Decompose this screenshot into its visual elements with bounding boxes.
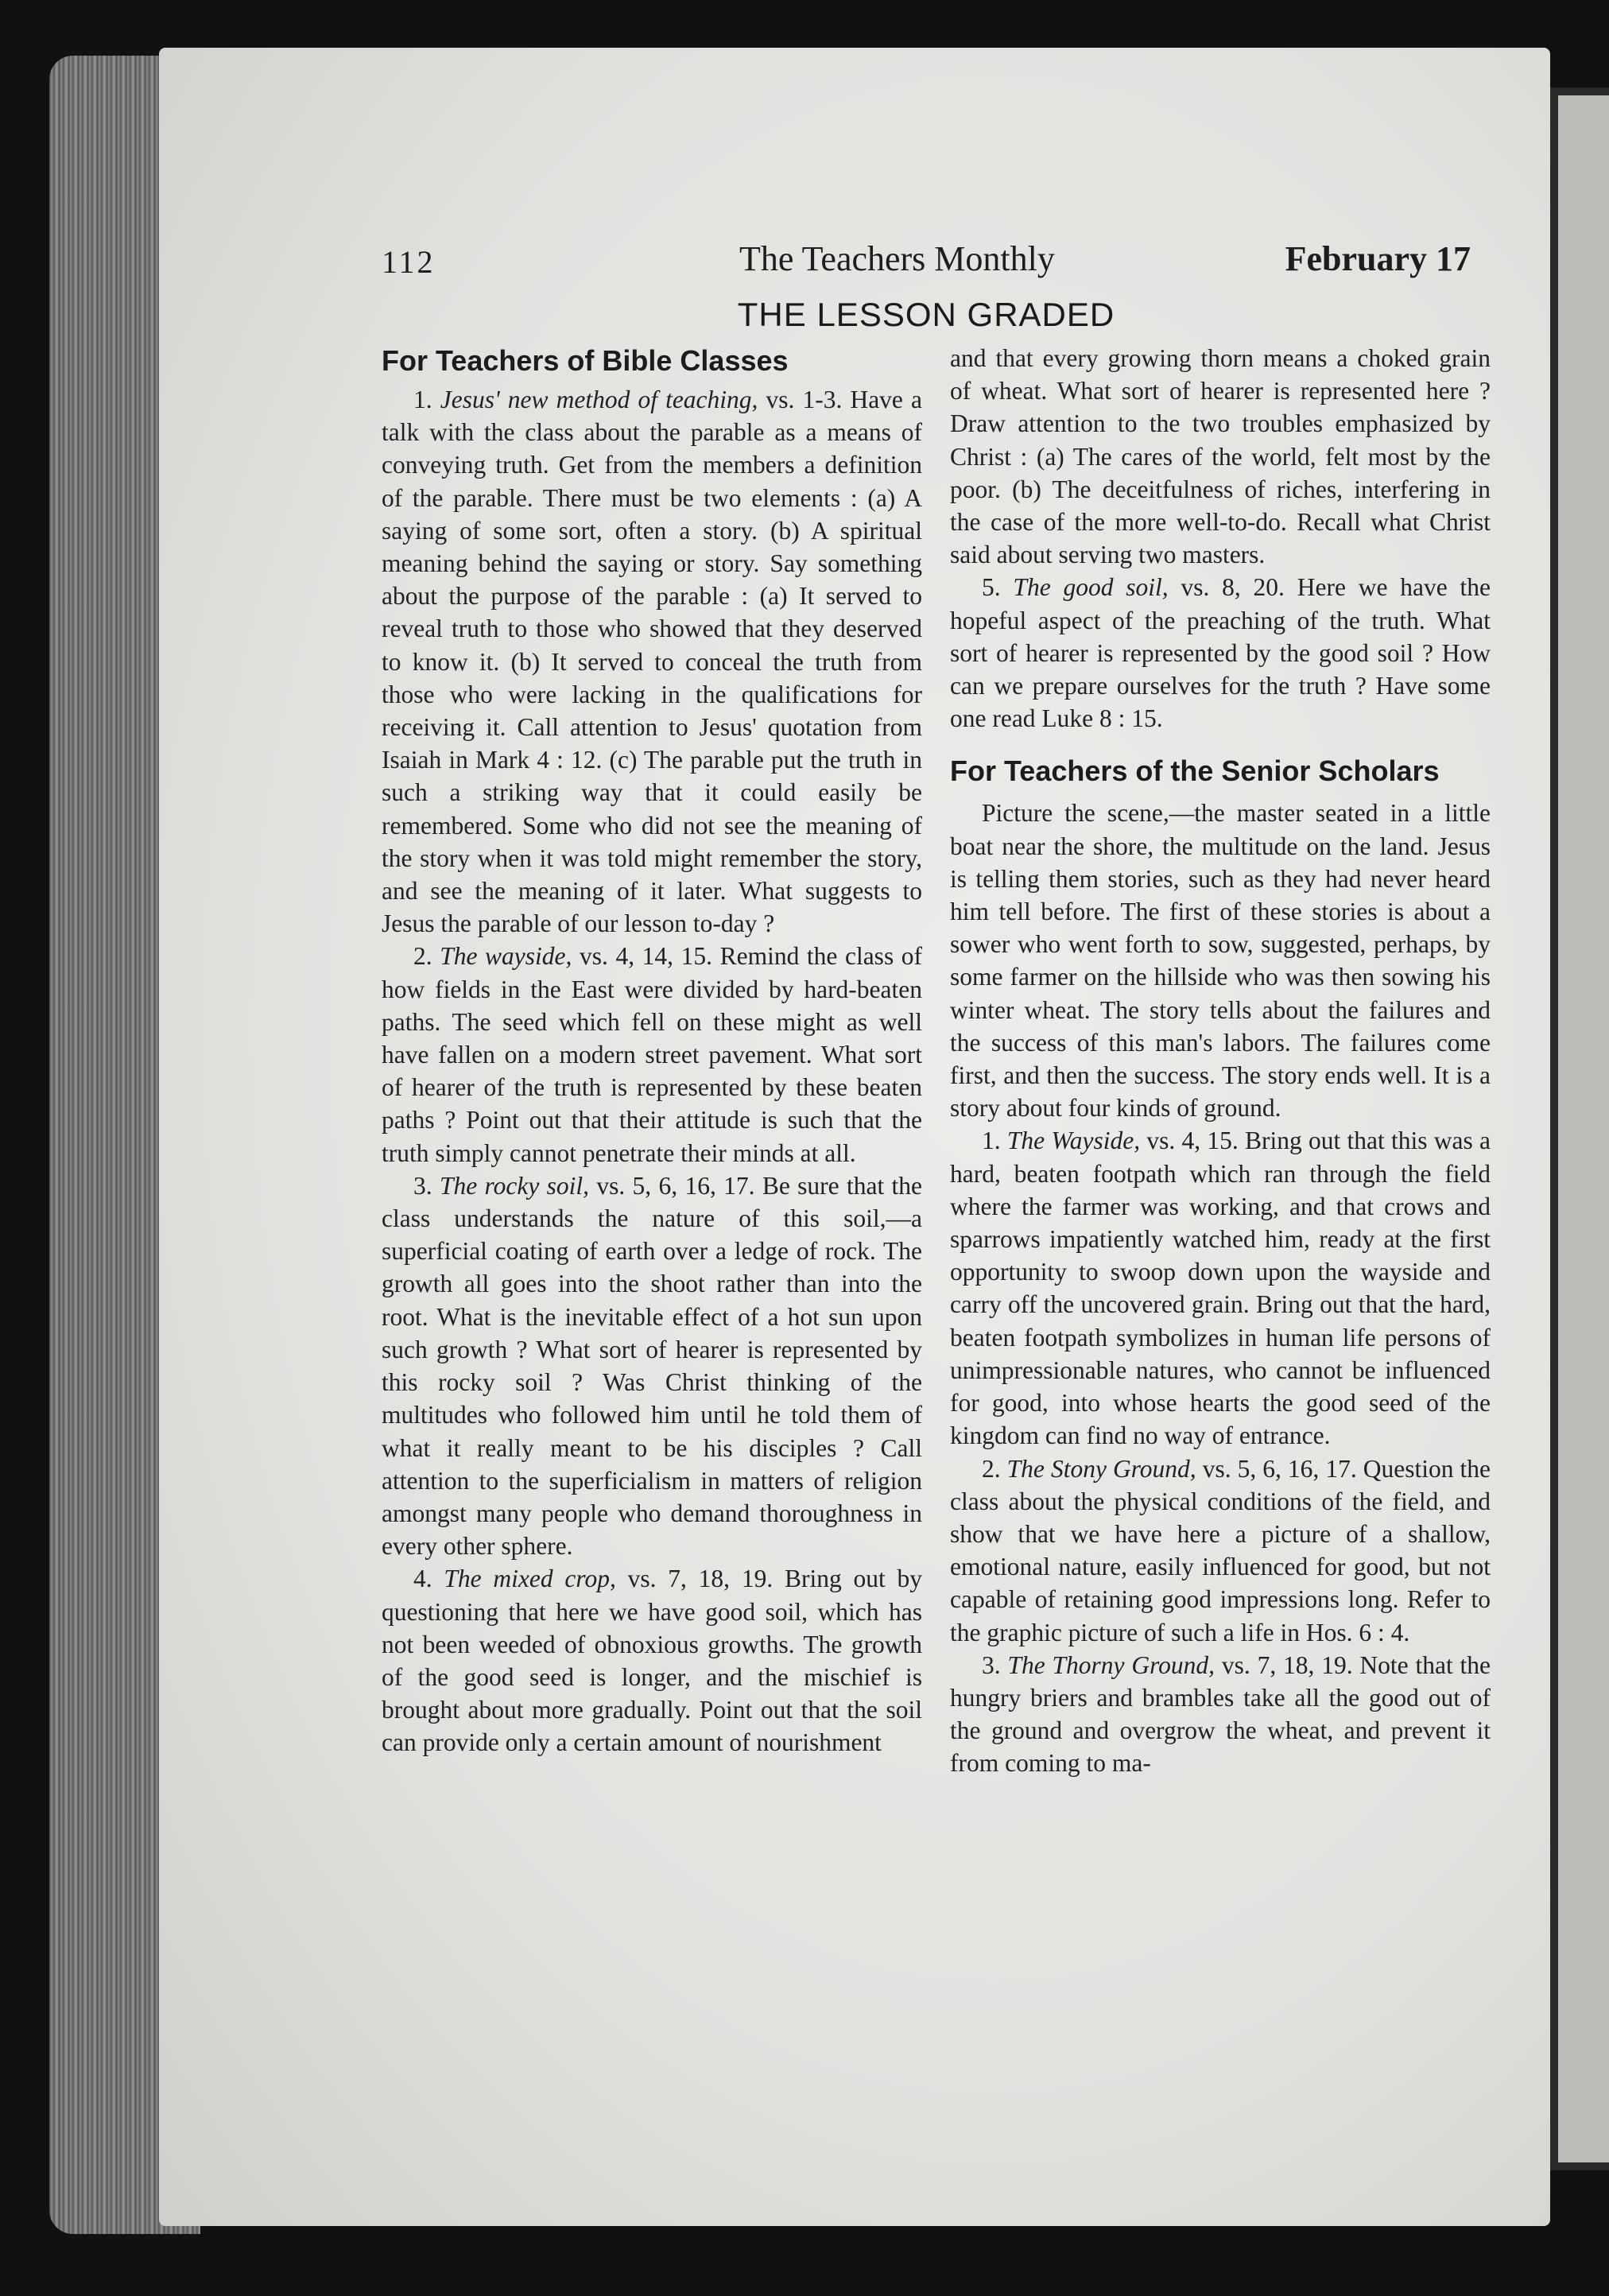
facing-page-edge — [1558, 95, 1609, 2162]
right-column — [950, 342, 1491, 1780]
page-header — [382, 239, 1471, 286]
section-heading-bible-classes: For Teachers of Bible Classes — [382, 344, 789, 377]
paragraph: 3. The Thorny Ground, vs. 7, 18, 19. Note that the hungry briers and brambles take all the good out of the ground and overgrow the wheat, and prevent it from coming to ma- — [950, 1650, 1491, 1778]
issue-date: February 17 — [1285, 239, 1471, 278]
paragraph: 4. The mixed crop, vs. 7, 18, 19. Bring out by questioning that here we have good soil, which has not been weeded of obnoxious growths. The growth of the good seed is longer, and the mischief is brought about more gradually. Point out that the soil can provide only a certain amount of nourishment — [382, 1565, 923, 1757]
page-number: 112 — [382, 244, 436, 280]
paragraph: 1. The Wayside, vs. 4, 15. Bring out that this was a hard, beaten footpath which ran through the field where the farmer was working, and that crows and sparrows impatiently watched him, ready at the first opportunity to swoop down upon the wayside and carry off the uncovered grain. Bring out that the hard, beaten footpath symbolizes in human life persons of unimpressionable natures, who cannot be influenced for good, into whose hearts the good seed of the kingdom can find no way of entrance. — [950, 1127, 1491, 1450]
paragraph: 2. The wayside, vs. 4, 14, 15. Remind the class of how fields in the East were divided by hard-beaten paths. The seed which fell on these might as well have fallen on a modern street pavement. What sort of hearer of the truth is represented by these beaten paths ? Point out that their attitude is such that the truth simply cannot penetrate their minds at all. — [382, 942, 923, 1167]
paragraph: Picture the scene,—the master seated in a little boat near the shore, the multitude on the land. Jesus is telling them stories, such as they had never heard him tell before. The first of these stories is about a sower who went forth to sow, suggested, perhaps, by some farmer on the hillside who was then sowing his winter wheat. The story tells about the failures and the success of this man's labors. The failures come first, and then the success. The story ends well. It is a story about four kinds of ground. — [950, 799, 1491, 1123]
paragraph-continued: and that every growing thorn means a choked grain of wheat. What sort of hearer is represented here ? Draw attention to the two troubles emphasized by Christ : (a) The cares of the world, felt most by the poor. (b) The deceitfulness of riches, interfering in the case of the more well-to-do. Recall what Christ said about serving two masters. — [950, 344, 1491, 569]
paragraph: 1. Jesus' new method of teaching, vs. 1-3. Have a talk with the class about the parable as a means of conveying truth. Get from the members a definition of the parable. There must be two elements : (a) A saying of some sort, often a story. (b) A spiritual meaning behind the saying or story. Say something about the purpose of the parable : (a) It served to reveal truth to those who showed that they deserved to know it. (b) It served to conceal the truth from those who were lacking in the qualifications for receiving it. Call attention to Jesus' quotation from Isaiah in Mark 4 : 12. (c) The parable put the truth in such a striking way that it could easily be remembered. Some who did not see the meaning of the story when it was told might remember the story, and see the meaning of it later. What suggests to Jesus the parable of our lesson to-day ? — [382, 386, 922, 938]
left-column — [382, 342, 922, 1759]
paragraph: 3. The rocky soil, vs. 5, 6, 16, 17. Be sure that the class understands the nature of this soil,—a superficial coating of earth over a ledge of rock. The growth all goes into the shoot rather than into the root. What is the inevitable effect of a hot sun upon such growth ? What sort of hearer is represented by this rocky soil ? Was Christ thinking of the multitudes who followed him until he told them of what it really meant to be his disciples ? Call attention to the superficialism in matters of religion amongst many people who demand thoroughness in every other sphere. — [382, 1171, 923, 1561]
paragraph: 2. The Stony Ground, vs. 5, 6, 16, 17. Question the class about the physical conditions of the field, and show that we have here a picture of a shallow, emotional nature, easily influenced for good, but not capable of retaining good impressions long. Refer to the graphic picture of such a life in Hos. 6 : 4. — [950, 1454, 1491, 1646]
paragraph: 5. The good soil, vs. 8, 20. Here we have the hopeful aspect of the preaching of the truth. What sort of hearer is represented by the good soil ? How can we prepare ourselves for the truth ? Have some one read Luke 8 : 15. — [950, 573, 1491, 733]
page-title: THE LESSON GRADED — [737, 296, 1115, 333]
section-heading-senior-scholars: For Teachers of the Senior Scholars — [950, 754, 1440, 788]
running-title: The Teachers Monthly — [739, 239, 1055, 278]
